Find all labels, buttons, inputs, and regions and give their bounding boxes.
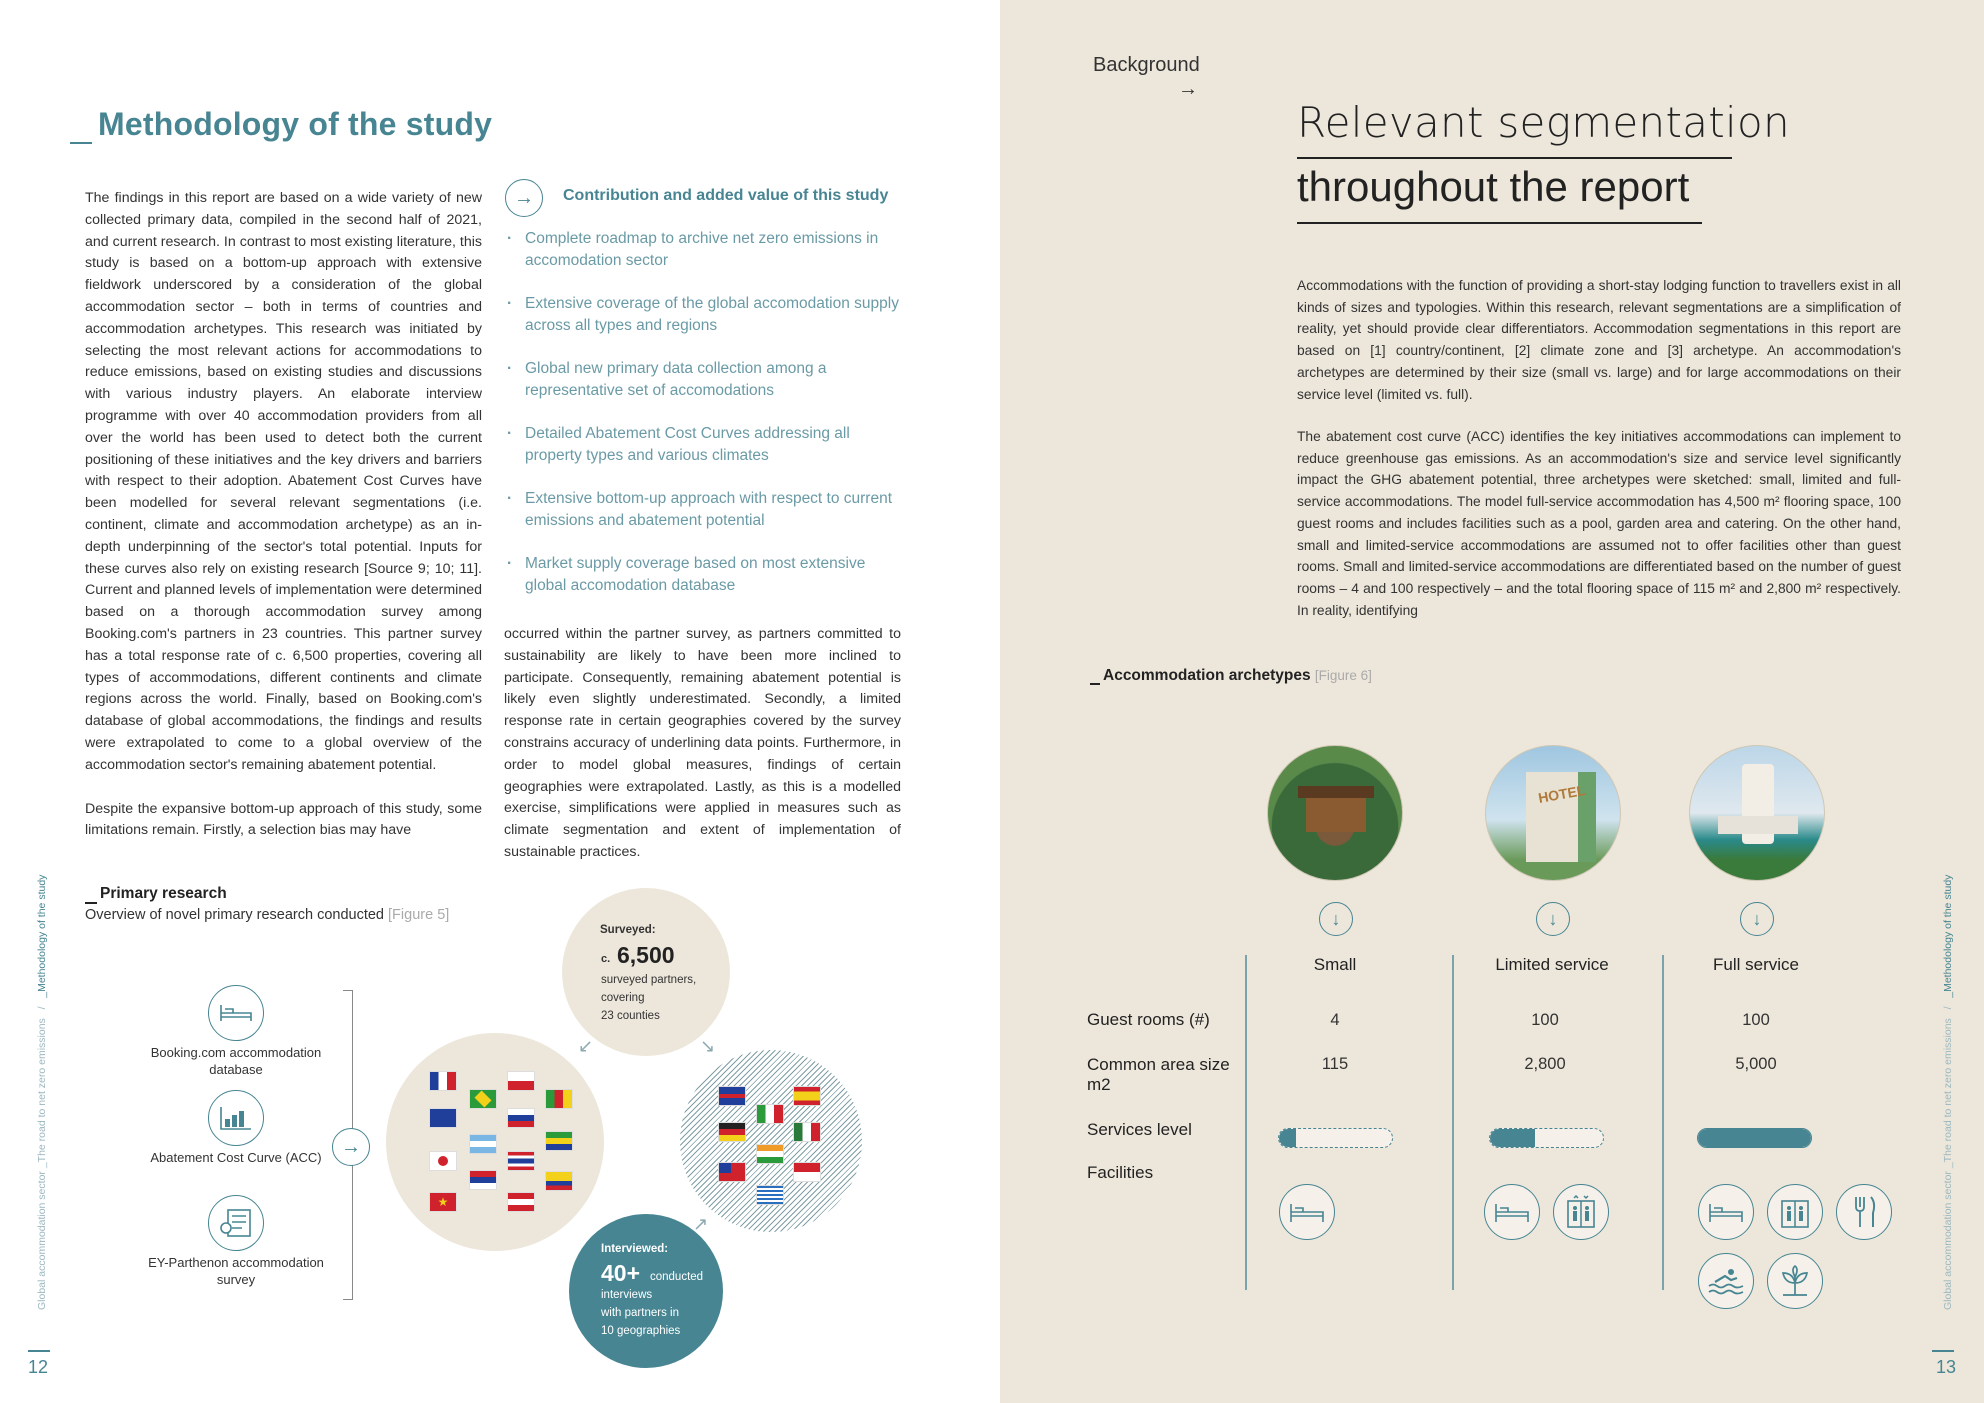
flag-icon: ★	[429, 1192, 457, 1212]
contribution-list	[505, 228, 905, 618]
side-label-separator: /	[36, 1000, 48, 1016]
side-running-title	[1942, 875, 1954, 1310]
interviewed-value: 40+	[601, 1260, 641, 1286]
service-level-fill	[1279, 1129, 1296, 1147]
title-underline	[1297, 222, 1702, 224]
service-level-bar	[1697, 1128, 1812, 1148]
interviewed-desc: with partners in	[601, 1307, 679, 1319]
page-title-line-1: Relevant segmentation	[1297, 98, 1790, 147]
flag-icon	[756, 1185, 784, 1205]
figure-ref: [Figure 6]	[1314, 668, 1372, 683]
flag-icon	[545, 1131, 573, 1151]
arrow-down-icon: ↓	[1536, 902, 1570, 936]
area-value: 115	[1321, 1055, 1349, 1073]
flag-icon	[545, 1089, 573, 1109]
column-divider	[1245, 955, 1247, 1290]
surveyed-desc: surveyed partners,	[601, 974, 697, 986]
paragraph-text: The abatement cost curve (ACC) identifies the key initiatives accommodations can implement to reduce greenhouse gas emissions. As an accommodation's size and service level significantly impact the GHG abatement potential, three archetypes were sketched: small, limited and full-service accommodations. The model full-service accommodation has 4,500 m² flooring space, 100 guest rooms and includes facilities such as a pool, garden area and catering. On the other hand, small and limited-service accommodations are assumed not to offer facilities other than guest rooms. Small and limited-service accommodations are differentiated based on the number of guest rooms – 4 and 100 respectively – and the total flooring space of 115 m² and 2,800 m² respectively. In reality, identifying	[1297, 429, 1901, 618]
list-item: · Detailed Abatement Cost Curves addressing all property types and various climates	[505, 423, 905, 467]
interviewed-desc: interviews	[601, 1289, 653, 1301]
cutlery-icon	[1836, 1184, 1892, 1240]
column-divider	[1452, 955, 1454, 1290]
arrow-right-icon: →	[505, 179, 543, 217]
flag-icon	[793, 1162, 821, 1182]
page-title: Methodology of the study	[98, 106, 493, 142]
bed-icon	[1484, 1184, 1540, 1240]
elevator-icon	[1553, 1184, 1609, 1240]
flag-icon	[793, 1086, 821, 1106]
bed-icon	[1698, 1184, 1754, 1240]
source-label: Abatement Cost Curve (ACC)	[150, 1150, 322, 1165]
list-item: · Extensive coverage of the global accomodation supply across all types and regions	[505, 293, 905, 337]
flag-icon	[429, 1071, 457, 1091]
page-number-dash	[28, 1350, 50, 1352]
flag-icon	[718, 1162, 746, 1182]
side-label-a: Global accommodation sector _The road to net zero emissions	[1942, 1018, 1954, 1310]
heading-text: Accommodation archetypes	[1103, 667, 1311, 684]
service-level-bar	[1489, 1128, 1604, 1148]
flag-icon	[507, 1071, 535, 1091]
flag-icon	[718, 1122, 746, 1142]
list-item: · Complete roadmap to archive net zero emissions in accomodation sector	[505, 228, 905, 272]
flag-icon	[469, 1134, 497, 1154]
row-label-services: Services level	[1087, 1120, 1192, 1139]
column-divider	[1662, 955, 1664, 1290]
body-column-2: occurred within the partner survey, as partners committed to sustainability are likely to have been more inclined to participate. Consequently, remaining abatement potential is likely even slightly underestimated. Secondly, a limited response rate in certain geographies covered by the survey constrains accuracy of underlining data points. Furthermore, in order to model global measures, findings of certain geographies were extrapolated. Lastly, as this is a modelled exercise, simplifications were applied in measures such as climate segmentation and extent of implementation of sustainable practices.	[504, 626, 901, 860]
page-number: 13	[1936, 1357, 1957, 1377]
area-value: 5,000	[1735, 1055, 1777, 1073]
intro-paragraph-1	[1297, 275, 1901, 405]
elevator-icon	[1767, 1184, 1823, 1240]
flag-icon	[429, 1108, 457, 1128]
guest-rooms-value: 4	[1330, 1011, 1340, 1029]
surveyed-desc: 23 counties	[601, 1010, 660, 1022]
flag-icon	[507, 1108, 535, 1128]
contribution-title: Contribution and added value of this study	[563, 187, 889, 204]
chart-icon	[208, 1090, 264, 1146]
bed-icon	[1279, 1184, 1335, 1240]
arrow-down-left-icon: ↙	[578, 1036, 594, 1056]
side-label-a: Global accommodation sector _The road to net zero emissions	[36, 1018, 48, 1310]
flag-icon	[756, 1144, 784, 1164]
title-dash	[70, 142, 92, 144]
guest-rooms-value: 100	[1742, 1011, 1770, 1029]
arrow-down-icon: ↓	[1319, 902, 1353, 936]
service-level-fill	[1490, 1129, 1535, 1147]
heading-dash	[1090, 683, 1100, 685]
surveyed-label: Surveyed:	[600, 924, 656, 936]
service-level-fill	[1698, 1129, 1811, 1147]
arrow-down-icon: ↓	[1740, 902, 1774, 936]
side-label-separator: /	[1942, 1000, 1954, 1016]
full-service-resort-photo	[1689, 745, 1825, 881]
primary-research-description	[85, 907, 449, 923]
flag-icon	[793, 1122, 821, 1142]
archetypes-heading	[1103, 667, 1372, 685]
surveyed-value: 6,500	[617, 942, 675, 968]
page-number: 12	[28, 1357, 49, 1377]
survey-icon	[208, 1195, 264, 1251]
small-accommodation-photo	[1267, 745, 1403, 881]
list-item: · Global new primary data collection among a representative set of accomodations	[505, 358, 905, 402]
row-label-rooms: Guest rooms (#)	[1087, 1010, 1210, 1029]
archetype-name: Limited service	[1495, 955, 1609, 974]
side-running-title	[36, 875, 48, 1310]
intro-paragraph-2	[1297, 426, 1901, 621]
flag-icon	[429, 1151, 457, 1171]
limited-service-hotel-photo: HOTEL	[1485, 745, 1621, 881]
archetype-name: Full service	[1713, 955, 1799, 974]
flag-icon	[469, 1089, 497, 1109]
page-title-line-2: throughout the report	[1297, 163, 1690, 210]
plant-icon	[1767, 1253, 1823, 1309]
body-column-1	[85, 188, 482, 842]
source-label: Booking.com accommodation database	[150, 1045, 322, 1077]
pool-icon	[1698, 1253, 1754, 1309]
interviewed-desc: 10 geographies	[601, 1325, 681, 1337]
heading-dash	[85, 902, 97, 904]
guest-rooms-value: 100	[1531, 1011, 1559, 1029]
archetype-name: Small	[1313, 955, 1357, 974]
surveyed-desc: covering	[601, 992, 645, 1004]
row-label-area: Common area size m2	[1087, 1055, 1230, 1094]
paragraph-text: Accommodations with the function of providing a short-stay lodging function to travellers exist in all kinds of sizes and typologies. Within this research, relevant segmentations are a simplification of reality, yet should provide clear differentiators. Accommodation segmentations in this report are based on [1] country/continent, [2] climate zone and [3] archetype. An accommodation's archetypes are determined by their size (small vs. large) and for large accommodations on their service level (limited vs. full).	[1297, 278, 1901, 402]
page-number-dash	[1932, 1350, 1954, 1352]
body-paragraph-1: The findings in this report are based on a wide variety of new collected primary data, compiled in the second half of 2021, and current research. In contrast to most existing literature, this study is based on a bottom-up approach with extensive fieldwork underscored by a consideration of the global accommodation sector – both in terms of countries and accommodation archetypes. This research was initiated by selecting the most relevant actions for accommodations to reduce emissions, based on existing studies and discussions with various industry players. An elaborate interview programme with over 40 accommodation providers from all over the world has been used to detect both the current positioning of these initiatives and the key drivers and barriers with respect to their adoption. Abatement Cost Curves have been modelled for several relevant segmentations (i.e. continent, climate and accommodation archetype) as an in-depth underpinning of the sector's total potential. Inputs for these curves also rely on existing research [Source 9; 10; 11]. Current and planned levels of implementation were determined based on a thorough accommodation survey among Booking.com's partners in 23 countries. This partner survey has a total response rate of c. 6,500 properties, covering all types of accommodations, different continents and climate regions across the world. Finally, based on Booking.com's database of global accommodations, the findings and results were extrapolated to come to a global overview of the accommodation sector's remaining abatement potential.	[85, 190, 482, 773]
arrow-right-icon: →	[332, 1128, 370, 1166]
side-label-b: _Methodology of the study	[36, 874, 48, 998]
area-value: 2,800	[1524, 1055, 1566, 1073]
flag-icon	[756, 1104, 784, 1124]
body-paragraph-2: Despite the expansive bottom-up approach of this study, some limitations remain. Firstly, a selection bias may have	[85, 800, 482, 839]
arrow-up-right-icon: ↗	[693, 1214, 709, 1234]
interviewed-label: Interviewed:	[601, 1243, 669, 1255]
figure-ref: [Figure 5]	[388, 907, 450, 923]
flag-icon	[469, 1170, 497, 1190]
service-level-bar	[1278, 1128, 1393, 1148]
list-item: · Market supply coverage based on most extensive global accomodation database	[505, 553, 905, 597]
arrow-right-icon: →	[1178, 78, 1198, 100]
flag-icon	[507, 1192, 535, 1212]
primary-research-heading: Primary research	[100, 885, 227, 902]
flag-icon	[718, 1086, 746, 1106]
side-label-b: _Methodology of the study	[1942, 874, 1954, 998]
flag-icon	[545, 1171, 573, 1191]
title-underline	[1297, 157, 1732, 159]
flag-icon	[507, 1151, 535, 1171]
description-text: Overview of novel primary research conducted	[85, 907, 384, 923]
arrow-down-right-icon: ↘	[700, 1036, 716, 1056]
row-label-facilities: Facilities	[1087, 1163, 1154, 1182]
bed-icon	[208, 985, 264, 1041]
source-label: EY-Parthenon accommodation survey	[148, 1255, 324, 1287]
surveyed-prefix: c.	[601, 953, 611, 965]
section-label: Background	[1093, 54, 1200, 76]
interviewed-desc: conducted	[650, 1271, 704, 1283]
list-item: · Extensive bottom-up approach with respect to current emissions and abatement potential	[505, 488, 905, 532]
